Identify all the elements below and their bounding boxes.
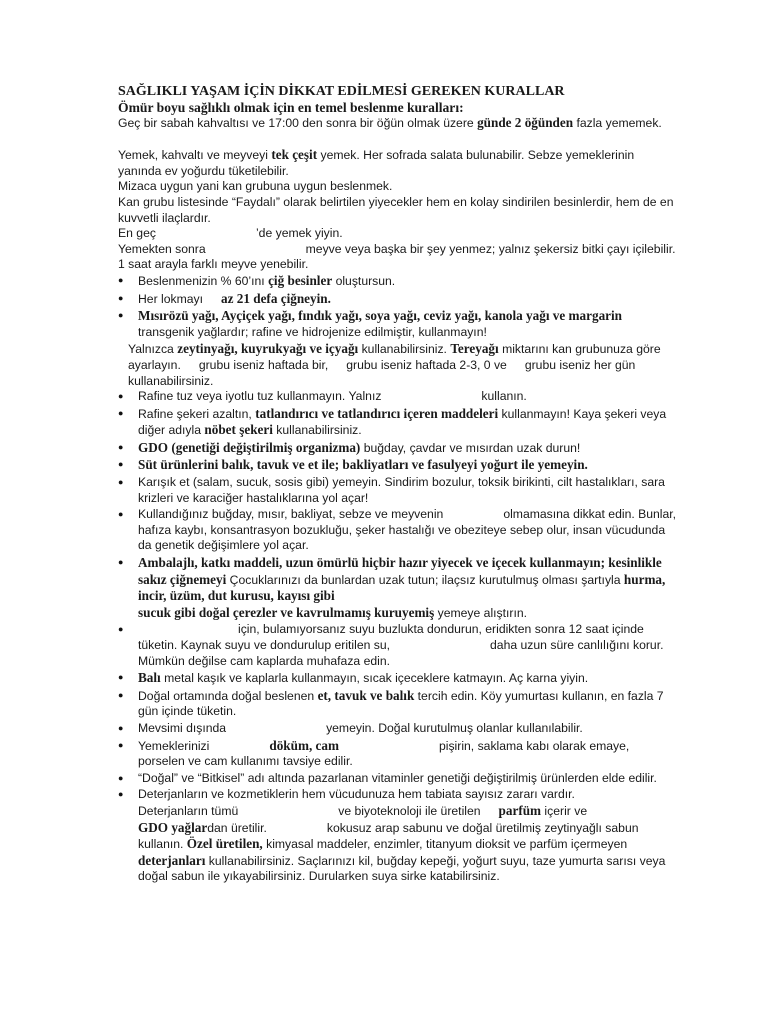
paragraph-after-meal: Yemekten sonra meyve veya başka bir şey yenmez; yalnız şekersiz bitki çayı içilebilir. 1 saat arayla farklı meyve yenebilir.	[118, 241, 676, 272]
list-item: ● Doğal ortamında doğal beslenen et, tavuk ve balık tercih edin. Köy yumurtası kullanın, en fazla 7 gün içinde tüketin.	[118, 687, 664, 719]
list-item: ● Rafine şekeri azaltın, tatlandırıcı ve tatlandırıcı içeren maddeleri kullanmayın! Kaya şekeri veya diğer adıyla nöbet şekeri kullanabilirsiniz.	[118, 405, 667, 438]
paragraph-meals: Geç bir sabah kahvaltısı ve 17:00 den sonra bir öğün olmak üzere günde 2 öğünden fazla yememek.	[118, 115, 662, 130]
list-item: ● için, bulamıyorsanız suyu buzlukta dondurun, eridikten sonra 12 saat içinde tüketin. Kaynak suyu ve dondurulup eritilen su, daha uzun süre canlılığını korur. Mümkün değilse cam kaplarda muhafaza edin.	[118, 622, 664, 668]
list-item: ● Kullandığınız buğday, mısır, bakliyat, sebze ve meyvenin olmamasına dikkat edin. Bunlar, hafıza kaybı, konsantrasyon bozukluğu, şeker hastalığı ve obeziteye sebep olur, insan vücudunda da genetik değişimlere yol açar.	[118, 507, 677, 553]
paragraph-latest-meal: En geç ’de yemek yiyin.	[118, 226, 343, 241]
list-item: ● Beslenmenizin % 60’ını çiğ besinler oluştursun.	[118, 272, 396, 288]
document-subtitle: Ömür boyu sağlıklı olmak için en temel beslenme kuralları:	[118, 100, 464, 115]
list-item: ● Yemeklerinizi döküm, cam pişirin, saklama kabı olarak emaye, porselen ve cam kullanımı tavsiye edilir.	[118, 737, 630, 769]
document-title: SAĞLIKLI YAŞAM İÇİN DİKKAT EDİLMESİ GEREKEN KURALLAR	[118, 84, 565, 99]
list-item: ● Deterjanların ve kozmetiklerin hem vücudunuza hem tabiata sayısız zararı vardır. Deterjanların tümü ve biyoteknoloji ile üretilen parfüm içerir ve GDO yağlardan üretilir. kokusuz arap sabunu ve doğal üretilmiş zeytinyağlı sabun kullanın. Özel üretilen, kimyasal maddeler, enzimler, titanyum dioksit ve parfüm içermeyen deterjanları kullanabilirsiniz. Saçlarınızı kil, buğday kepeği, yoğurt suyu, taze yumurta sarısı veya doğal sabun ile yıkayabilirsiniz. Durularken suya sirke katabilirsiniz.	[118, 787, 666, 884]
paragraph-fats: Yalnızca zeytinyağı, kuyrukyağı ve içyağı kullanabilirsiniz. Tereyağı miktarını kan grubunuza göre ayarlayın. grubu iseniz haftada bir, grubu iseniz haftada 2-3, 0 ve grubu iseniz her gün kullanabilirsiniz.	[128, 341, 661, 388]
list-item: ● Ambalajlı, katkı maddeli, uzun ömürlü hiçbir hazır yiyecek ve içecek kullanmayın; kesinlikle sakız çiğnemeyi Çocuklarınızı da bunlardan uzak tutun; ilaçsız kurutulmuş olması şartıyla hurma, incir, üzüm, dut kurusu, kayısı gibi sucuk gibi doğal çerezler ve kavrulmamış kuruyemiş yemeye alıştırın.	[118, 555, 666, 620]
list-item: ● Mevsimi dışında yemeyin. Doğal kurutulmuş olanlar kullanılabilir.	[118, 720, 583, 735]
list-item: ● Balı metal kaşık ve kaplarla kullanmayın, sıcak içeceklere katmayın. Aç karna yiyin.	[118, 670, 589, 686]
list-item: ● Mısırözü yağı, Ayçiçek yağı, fındık yağı, soya yağı, ceviz yağı, kanola yağı ve margarin transgenik yağlardır; rafine ve hidrojenize edilmiştir, kullanmayın!	[118, 308, 623, 339]
list-item: ● Süt ürünlerini balık, tavuk ve et ile; bakliyatları ve fasulyeyi yoğurt ile yemeyin.	[118, 457, 588, 473]
list-item: ● “Doğal” ve “Bitkisel” adı altında pazarlanan vitaminler genetiği değiştirilmiş ürünlerden elde edilir.	[118, 770, 657, 785]
document-body	[118, 84, 678, 886]
list-item: ● Rafine tuz veya iyotlu tuz kullanmayın. Yalnız kullanın.	[118, 389, 527, 404]
list-detailed-rules	[118, 389, 678, 885]
paragraph-single-dish: Yemek, kahvaltı ve meyveyi tek çeşit yemek. Her sofrada salata bulunabilir. Sebze yemeklerinin yanında ev yoğurdu tüketilebilir.	[118, 147, 635, 178]
list-item: ● Her lokmayı az 21 defa çiğneyin.	[118, 290, 331, 306]
paragraph-blood-type: Mizaca uygun yani kan grubuna uygun beslenmek.	[118, 179, 393, 194]
paragraph-beneficial-foods: Kan grubu listesinde “Faydalı” olarak belirtilen yiyecekler hem en kolay sindirilen besinlerdir, hem de en kuvvetli ilaçlardır.	[118, 194, 674, 225]
list-item: ● GDO (genetiği değiştirilmiş organizma) buğday, çavdar ve mısırdan uzak durun!	[118, 439, 581, 455]
list-item: ● Karışık et (salam, sucuk, sosis gibi) yemeyin. Sindirim bozulur, toksik birikinti, cilt hastalıkları, sara krizleri ve karaciğer hastalıklarına yol açar!	[118, 475, 665, 505]
list-basic-rules	[118, 273, 678, 340]
